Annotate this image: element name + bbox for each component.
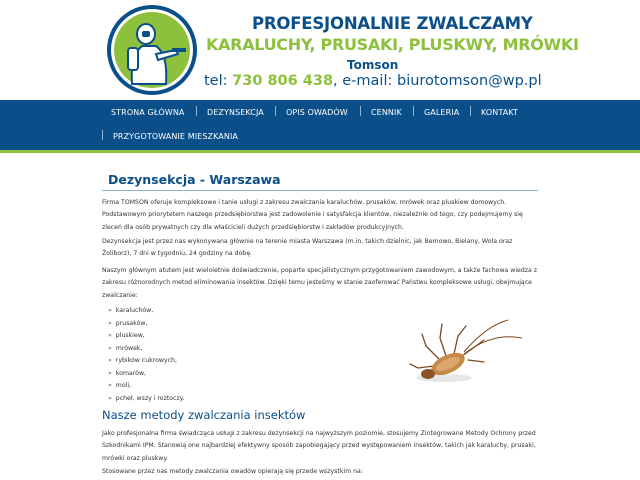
site-header — [0, 0, 640, 100]
nav-item-strona-glowna[interactable]: STRONA GŁÓWNA — [111, 108, 185, 117]
nav-item-galeria[interactable]: GALERIA — [424, 108, 460, 117]
pest-list — [108, 305, 184, 405]
intro-paragraph: Firma TOMSON oferuje kompleksowe i tanie usługi z zakresu zwalczania karaluchów, prusaków, mrówek oraz pluskiew domowych. Podstawowym priorytetem naszego przedsiębiorstwa jest zadowolenie i satysfakcja klientów, niezależnie od tego, czy podejmujemy się zleceń dla osób prywatnych czy dla właścicieli dużych przedsiębiorstw i zakładów produkcyjnych. — [102, 199, 523, 231]
nav-item-przygotowanie[interactable]: PRZYGOTOWANIE MIESZKANIA — [113, 132, 238, 141]
list-item: » rybików cukrowych, — [108, 355, 184, 368]
nav-divider — [360, 106, 361, 116]
nav-item-cennik[interactable]: CENNIK — [371, 108, 402, 117]
list-item: » prusaków, — [108, 318, 184, 331]
experience-paragraph: Naszym głównym atutem jest wieloletnie doświadczenie, poparte specjalistycznym przygotowaniem zawodowym, a także fachowa wiedza z zakresu różnorodnych metod eliminowania insektów. Dzięki temu jesteśmy w stanie zaoferować Państwu kompleksowe usługi, obejmujące zwalczanie: — [102, 267, 538, 299]
nav-divider — [275, 106, 276, 116]
email-link[interactable]: biurotomson@wp.pl — [396, 73, 542, 89]
nav-divider — [102, 130, 103, 140]
nav-bottom-border — [0, 150, 640, 153]
page-title: Dezynsekcja - Warszawa — [108, 172, 281, 187]
list-item: » komarów, — [108, 368, 184, 381]
methods-intro-line: Stosowane przez nas metody zwalczania owadów opierają się przede wszystkim na: — [102, 468, 363, 475]
area-paragraph: Dezynsekcja jest przez nas wykonywana głównie na terenie miasta Warszawa (m.in. takich dzielnic, jak Bemowo, Bielany, Wola oraz Żoliborz), 7 dni w tygodniu, 24 godziny na dobę. — [102, 238, 513, 258]
list-item: » mrówek, — [108, 343, 184, 356]
nav-divider — [470, 106, 471, 116]
list-item: » moli, — [108, 380, 184, 393]
list-item: » karaluchów, — [108, 305, 184, 318]
nav-divider — [196, 106, 197, 116]
tel-label: tel: — [204, 73, 233, 89]
list-item: » pcheł, wszy i roztoczy. — [108, 393, 184, 406]
header-slogan-line1: PROFESJONALNIE ZWALCZAMY — [252, 14, 533, 33]
exterminator-logo-icon[interactable] — [106, 4, 198, 96]
contact-line — [204, 73, 542, 89]
nav-divider — [413, 106, 414, 116]
nav-item-dezynsekcja[interactable]: DEZYNSEKCJA — [207, 108, 264, 117]
email-label: , e-mail: — [333, 73, 397, 89]
cockroach-image-icon — [404, 316, 524, 384]
nav-item-kontakt[interactable]: KONTAKT — [481, 108, 519, 117]
phone-number[interactable]: 730 806 438 — [232, 73, 334, 89]
methods-heading: Nasze metody zwalczania insektów — [102, 408, 306, 422]
header-slogan-line2: KARALUCHY, PRUSAKI, PLUSKWY, MRÓWKI — [206, 35, 579, 54]
title-divider — [102, 190, 538, 191]
nav-item-opis-owadow[interactable]: OPIS OWADÓW — [286, 108, 348, 117]
company-name: Tomson — [347, 58, 399, 72]
list-item: » pluskiew, — [108, 330, 184, 343]
methods-paragraph: Jako profesjonalna firma świadcząca usługi z zakresu dezynsekcji na najwyższym poziomie, stosujemy Zintegrowane Metody Ochrony przed Szkodnikami IPM. Stanowią one najbardziej efektywny sposób zapobiegający przed występowaniem insektów, takich jak karaluchy, prusaki, mrówki oraz pluskwy. — [102, 430, 536, 462]
